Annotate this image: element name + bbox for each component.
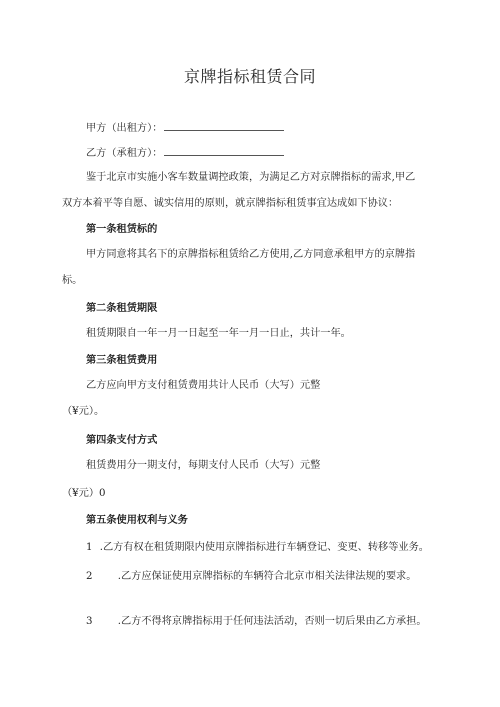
preamble-line-1: 鉴于北京市实施小客车数量调控政策，为满足乙方对京牌指标的需求,甲乙 xyxy=(86,172,416,183)
article-3-line-1: 乙方应向甲方支付租赁费用共计人民币（大写）元整 xyxy=(86,380,321,391)
article-5-item-2 xyxy=(86,570,416,584)
item-number: 3 xyxy=(86,616,93,627)
article-3-line-2: （¥元）。 xyxy=(62,406,105,417)
article-2-line-1: 租赁期限自一年一月一日起至一年一月一日止，共计一年。 xyxy=(86,328,351,339)
article-4-line-2: （¥元）0 xyxy=(62,488,106,499)
lessor-line xyxy=(86,120,284,136)
item-number: 1 xyxy=(86,542,93,553)
article-1-line-1: 甲方同意将其名下的京牌指标租赁给乙方使用,乙方同意承租甲方的京牌指 xyxy=(86,249,416,260)
preamble-line-2: 双方本着平等自愿、诚实信用的原则，就京牌指标租赁事宜达成如下协议： xyxy=(62,198,399,209)
article-2-heading: 第二条租赁期限 xyxy=(86,302,158,314)
item-text: .乙方有权在租赁期限内使用京牌指标进行车辆登记、变更、转移等业务。 xyxy=(99,542,429,553)
article-3-heading: 第三条租赁费用 xyxy=(86,354,158,366)
lessor-blank xyxy=(164,120,284,131)
page-title: 京牌指标租赁合同 xyxy=(183,67,316,86)
article-5-item-3 xyxy=(86,615,427,629)
article-5-heading: 第五条使用权利与义务 xyxy=(86,514,188,526)
lessor-label: 甲方（出租方）： xyxy=(86,123,163,134)
article-4-heading: 第四条支付方式 xyxy=(86,434,158,446)
article-1-heading: 第一条租赁标的 xyxy=(86,223,158,235)
lessee-line xyxy=(86,145,284,161)
article-4-line-1: 租赁费用分一期支付，每期支付人民币（大写）元整 xyxy=(86,460,321,471)
article-5-item-1 xyxy=(86,541,429,555)
lessee-label: 乙方（承租方）： xyxy=(86,148,163,159)
item-text: .乙方应保证使用京牌指标的车辆符合北京市相关法律法规的要求。 xyxy=(117,571,417,582)
item-number: 2 xyxy=(86,571,93,582)
lessee-blank xyxy=(164,145,284,156)
article-1-line-2: 标。 xyxy=(62,275,83,286)
item-text: .乙方不得将京牌指标用于任何违法活动，否则一切后果由乙方承担。 xyxy=(117,616,427,627)
